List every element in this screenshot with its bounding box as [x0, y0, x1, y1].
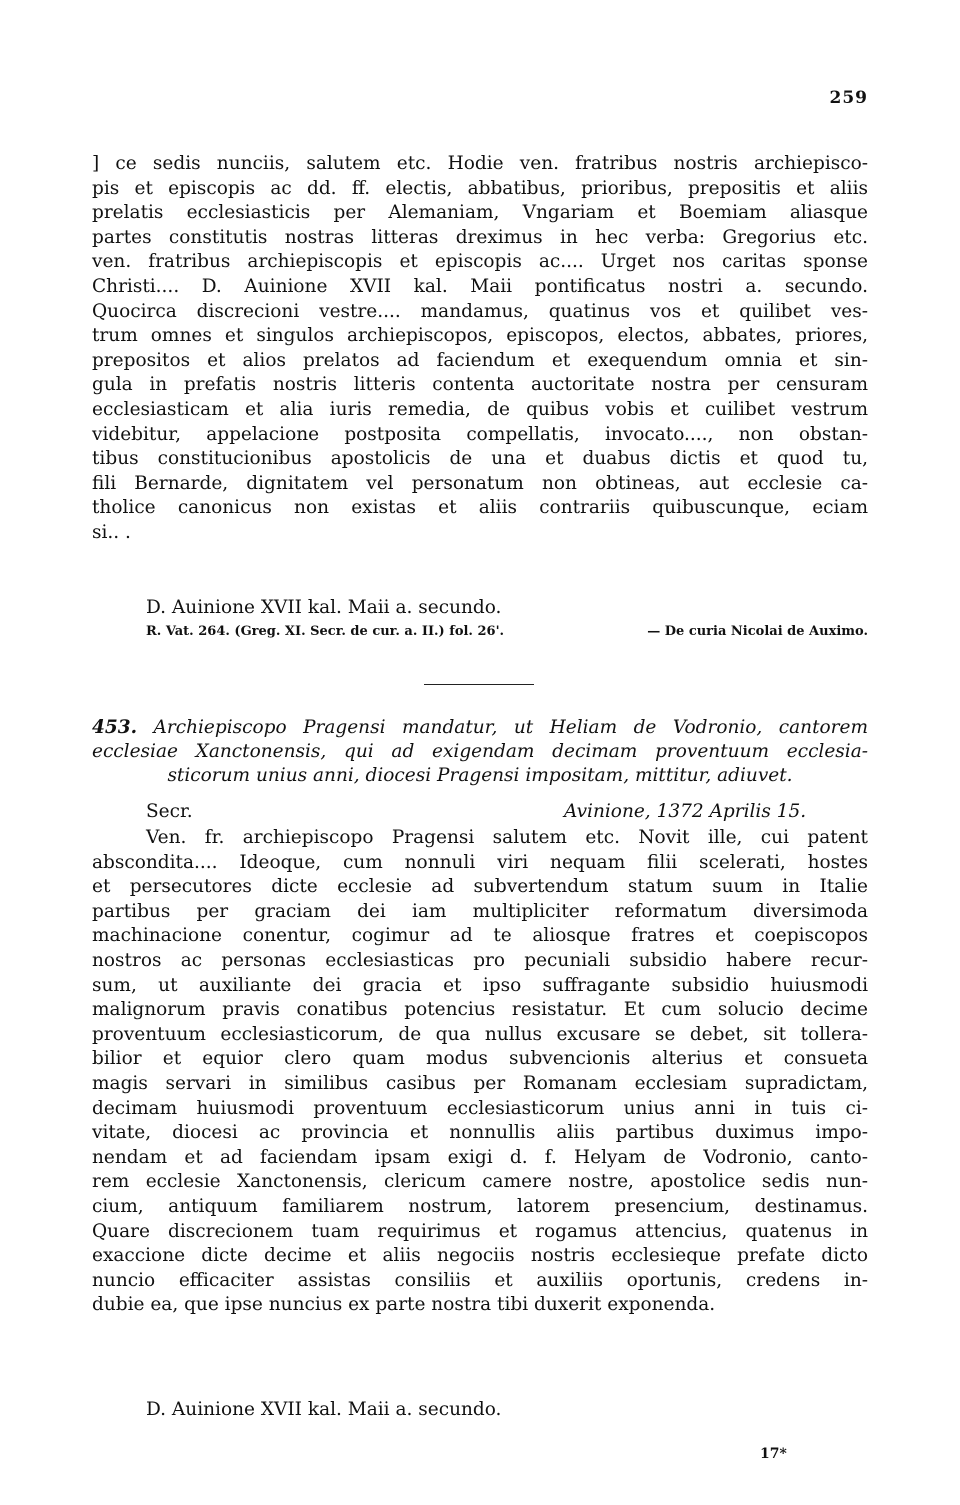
text-line: nendam et ad faciendam ipsam exigi d. f. Helyam de Vodronio, canto-	[92, 1146, 868, 1168]
text-line: rem ecclesie Xanctonensis, clericum camere nostre, apostolice sedis nun-	[92, 1171, 868, 1193]
heading-line-text: Archiepiscopo Pragensi mandatur, ut Heliam de Vodronio, cantorem	[153, 717, 868, 738]
heading-line	[92, 716, 868, 740]
text-line: dubie ea, que ipse nuncius ex parte nostra tibi duxerit exponenda.	[92, 1294, 716, 1316]
text-line: partibus per graciam dei iam multipliciter reformatum diversimoda	[92, 900, 868, 922]
text-line: Ven. fr. archiepiscopo Pragensi salutem etc. Novit ille, cui patent	[146, 827, 868, 848]
entry-number: 453.	[92, 717, 138, 738]
register-label: Secr.	[146, 801, 193, 822]
continuation-dating: D. Auinione XVII kal. Maii a. secundo.	[146, 597, 502, 618]
text-line: magis servari in similibus casibus per Romanam ecclesiam supradictam,	[92, 1072, 868, 1094]
text-line: ] ce sedis nunciis, salutem etc. Hodie ven. fratribus nostris archiepisco-	[92, 153, 868, 174]
continuation-text	[92, 152, 868, 546]
entry-body	[92, 826, 868, 1318]
entry-heading	[92, 716, 868, 788]
text-line: Quare discrecionem tuam requirimus et rogamus attencius, quatenus in	[92, 1220, 868, 1242]
text-line: partes constitutis nostras litteras dreximus in hec verba: Gregorius etc.	[92, 226, 868, 248]
text-line: gula in prefatis nostris litteris contenta auctoritate nostra per censuram	[92, 374, 868, 396]
text-line: Christi.... D. Auinione XVII kal. Maii pontificatus nostri a. secundo.	[92, 275, 868, 297]
text-line: nuncio efficaciter assistas consiliis et auxiliis oportunis, credens in-	[92, 1269, 868, 1291]
heading-line: sticorum unius anni, diocesi Pragensi impositam, mittitur, adiuvet.	[167, 765, 793, 786]
text-line: bilior et equior clero quam modus subvencionis alterius et consueta	[92, 1048, 868, 1070]
text-line: fili Bernarde, dignitatem vel personatum non obtineas, aut ecclesie ca-	[92, 472, 868, 494]
text-line: cium, antiquum familiarem nostrum, latorem presencium, destinamus.	[92, 1195, 868, 1217]
source-curia: — De curia Nicolai de Auximo.	[647, 624, 868, 639]
heading-line: ecclesiae Xanctonensis, qui ad exigendam decimam proventuum ecclesia-	[92, 741, 868, 762]
signature-mark: 17*	[760, 1446, 787, 1462]
text-line: malignorum pravis conatibus potencius resistatur. Et cum solucio decime	[92, 999, 868, 1021]
text-line: nostros ac personas ecclesiasticas pro pecuniali subsidio habere recur-	[92, 949, 868, 971]
entry-date: Avinione, 1372 Aprilis 15.	[564, 801, 807, 822]
text-line: vitate, diocesi ac provincia et nonnullis aliis partibus duximus impo-	[92, 1122, 868, 1144]
text-line: ven. fratribus archiepiscopis et episcopis ac.... Urget nos caritas sponse	[92, 251, 868, 273]
source-reference	[146, 624, 868, 639]
text-line: machinacione conentur, cogimur ad te aliosque fratres et coepiscopos	[92, 925, 868, 947]
section-divider	[424, 684, 534, 685]
source-register: R. Vat. 264. (Greg. XI. Secr. de cur. a. II.) fol. 26'.	[146, 624, 505, 639]
text-line: prelatis ecclesiasticis per Alemaniam, Vngariam et Boemiam aliasque	[92, 202, 868, 224]
text-line: Quocirca discrecioni vestre.... mandamus, quatinus vos et quilibet ves-	[92, 300, 868, 322]
text-line: abscondita.... Ideoque, cum nonnuli viri nequam filii scelerati, hostes	[92, 851, 868, 873]
text-line: tholice canonicus non existas et aliis contrariis quibuscunque, eciam	[92, 497, 868, 519]
entry-closing: D. Auinione XVII kal. Maii a. secundo.	[146, 1399, 502, 1420]
text-line: pis et episcopis ac dd. ff. electis, abbatibus, prioribus, prepositis et aliis	[92, 177, 868, 199]
text-line: decimam huiusmodi proventuum ecclesiasticorum unius anni in tuis ci-	[92, 1097, 868, 1119]
text-line: proventuum ecclesiasticorum, de qua nullus excusare se debet, sit tollera-	[92, 1023, 868, 1045]
text-line: trum omnes et singulos archiepiscopos, episcopos, electos, abbates, priores,	[92, 325, 868, 347]
text-line: videbitur, appelacione postposita compellatis, invocato...., non obstan-	[92, 423, 868, 445]
text-line: si.. .	[92, 521, 131, 543]
text-line: tibus constitucionibus apostolicis de una et duabus dictis et quod tu,	[92, 448, 868, 470]
text-line: et persecutores dicte ecclesie ad subvertendum statum suum in Italie	[92, 876, 868, 898]
text-line: prepositos et alios prelatos ad faciendum et exequendum omnia et sin-	[92, 349, 868, 371]
text-line: ecclesiasticam et alia iuris remedia, de quibus vobis et cuilibet vestrum	[92, 398, 868, 420]
text-line: sum, ut auxiliante dei gracia et ipso suffragante subsidio huiusmodi	[92, 974, 868, 996]
text-line: exaccione dicte decime et aliis negociis nostris ecclesieque prefate dicto	[92, 1245, 868, 1267]
page-number: 259	[829, 88, 868, 108]
